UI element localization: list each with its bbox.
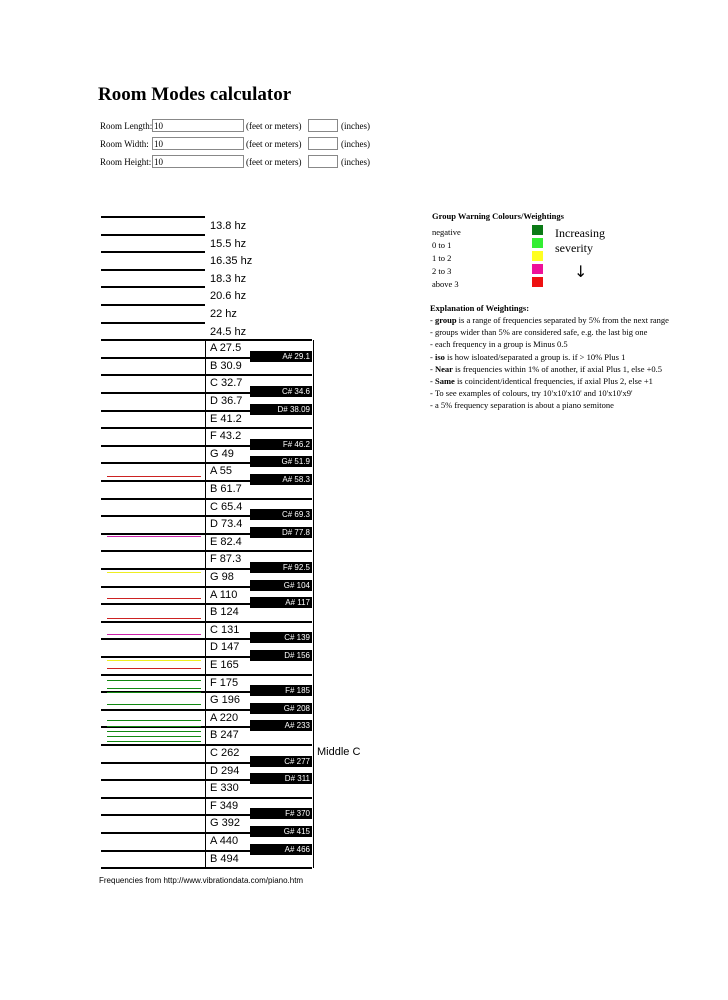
white-key-label: A 110 xyxy=(210,588,238,601)
black-key: D# 77.8 xyxy=(250,527,312,538)
legend-title: Group Warning Colours/Weightings xyxy=(432,211,564,221)
legend-label: 2 to 3 xyxy=(432,266,452,276)
middle-c-label: Middle C xyxy=(317,746,361,758)
legend-label: above 3 xyxy=(432,279,459,289)
room-width-units: (feet or meters) xyxy=(246,139,302,149)
black-key: F# 185 xyxy=(250,685,312,696)
explanation-prefix: - xyxy=(430,315,435,325)
explanation-item xyxy=(430,399,720,411)
explanation-item xyxy=(430,363,720,375)
black-key: G# 51.9 xyxy=(250,456,312,467)
keyboard-line xyxy=(101,621,312,623)
white-key-label: F 43.2 xyxy=(210,430,242,443)
explanation-text: a 5% frequency separation is about a piano semitone xyxy=(434,400,614,411)
low-frequency-label: 16.35 hz xyxy=(210,255,253,268)
black-key: D# 311 xyxy=(250,773,312,784)
black-key: A# 233 xyxy=(250,720,312,731)
white-key-label: B 247 xyxy=(210,729,239,742)
explanation-prefix: - xyxy=(430,363,435,374)
keyboard-line xyxy=(101,286,205,288)
black-key: A# 29.1 xyxy=(250,351,312,362)
legend-label: 1 to 2 xyxy=(432,253,452,263)
white-key-label: B 61.7 xyxy=(210,483,242,495)
black-key: G# 104 xyxy=(250,580,312,591)
white-key-label: E 165 xyxy=(210,659,239,671)
legend-swatch-above-3 xyxy=(532,277,543,287)
keyboard-line xyxy=(101,427,312,429)
room-mode-marker xyxy=(107,572,201,573)
room-mode-marker xyxy=(107,598,201,599)
white-key-label: C 131 xyxy=(210,623,240,636)
white-key-label: B 494 xyxy=(210,852,239,865)
explanation-term: Near xyxy=(434,363,453,374)
white-key-label: D 147 xyxy=(210,641,240,654)
white-key-label: C 262 xyxy=(210,747,240,759)
explanation-text: is frequencies within 1% of another, if axial Plus 1, else +0.5 xyxy=(452,363,663,374)
black-key: C# 139 xyxy=(250,632,312,643)
keyboard-line xyxy=(101,374,312,376)
black-key: A# 117 xyxy=(250,597,312,608)
room-mode-marker xyxy=(107,660,201,661)
black-key: A# 58.3 xyxy=(250,474,312,485)
black-key: A# 466 xyxy=(250,844,312,855)
white-key-label: A 220 xyxy=(210,711,239,724)
room-width-inches-label: (inches) xyxy=(341,139,370,149)
keyboard-line xyxy=(101,867,312,869)
white-key-label: C 32.7 xyxy=(210,377,243,390)
black-key: C# 277 xyxy=(250,756,312,767)
legend-swatch-1-to-2 xyxy=(532,251,543,261)
keyboard-line xyxy=(101,550,312,552)
legend-swatch-0-to-1 xyxy=(532,238,543,248)
explanation-item xyxy=(430,338,720,350)
explanation-term: group xyxy=(434,315,457,325)
keyboard-line xyxy=(101,304,205,306)
white-key-label: B 124 xyxy=(210,606,239,619)
room-height-label: Room Height: xyxy=(100,157,152,167)
explanation-prefix: - xyxy=(430,388,435,399)
down-arrow-icon: ↓ xyxy=(574,262,588,281)
room-mode-marker xyxy=(107,476,201,477)
room-length-inches-label: (inches) xyxy=(341,121,370,131)
room-mode-marker xyxy=(107,536,201,537)
explanation-text: each frequency in a group is Minus 0.5 xyxy=(434,339,568,350)
white-key-label: E 330 xyxy=(210,782,239,795)
keyboard-line xyxy=(101,339,312,341)
explanation-term: Same xyxy=(434,376,455,387)
explanation-text: is a range of frequencies separated by 5% from the next range xyxy=(456,315,669,325)
explanation-prefix: - xyxy=(430,376,435,387)
keyboard-line xyxy=(101,234,205,236)
room-mode-marker xyxy=(107,736,201,737)
weightings-explanation xyxy=(430,303,720,412)
explanation-text: To see examples of colours, try 10'x10'x10' and 10'x10'x9' xyxy=(434,388,633,399)
white-key-label: F 349 xyxy=(210,799,239,812)
keyboard-line xyxy=(101,269,205,271)
explanation-item xyxy=(430,326,720,338)
legend-row-0-to-1 xyxy=(432,240,451,250)
white-key-label: F 175 xyxy=(210,676,239,689)
white-key-label: B 30.9 xyxy=(210,359,242,372)
room-mode-marker xyxy=(107,668,201,669)
room-mode-marker xyxy=(107,688,201,689)
black-key: F# 46.2 xyxy=(250,439,312,450)
white-key-label: E 82.4 xyxy=(210,535,242,548)
black-key: G# 208 xyxy=(250,703,312,714)
keyboard-line xyxy=(101,674,312,676)
white-key-label: D 36.7 xyxy=(210,395,243,407)
increasing-severity-note: Increasing severity xyxy=(555,226,605,255)
explanation-title: Explanation of Weightings: xyxy=(430,303,530,313)
white-key-label: D 73.4 xyxy=(210,518,243,531)
room-mode-marker xyxy=(107,731,201,732)
room-mode-marker xyxy=(107,726,201,727)
white-key-label: E 41.2 xyxy=(210,412,242,425)
room-mode-marker xyxy=(107,680,201,681)
legend-swatch-negative xyxy=(532,225,543,235)
white-key-label: G 196 xyxy=(210,694,240,707)
explanation-item xyxy=(430,375,720,387)
black-key: C# 34.6 xyxy=(250,386,312,397)
legend-swatch-2-to-3 xyxy=(532,264,543,274)
room-mode-marker xyxy=(107,704,201,705)
black-key: C# 69.3 xyxy=(250,509,312,520)
legend-row-negative xyxy=(432,227,461,237)
room-width-label: Room Width: xyxy=(100,139,149,149)
keyboard-line xyxy=(101,322,205,324)
low-frequency-label: 13.8 hz xyxy=(210,220,247,232)
keyboard-line xyxy=(101,498,312,500)
room-height-units: (feet or meters) xyxy=(246,157,302,167)
black-key: G# 415 xyxy=(250,826,312,837)
keyboard-line xyxy=(101,216,205,218)
low-frequency-label: 15.5 hz xyxy=(210,237,247,250)
low-frequency-label: 20.6 hz xyxy=(210,290,247,303)
room-mode-marker xyxy=(107,720,201,721)
legend-label: 0 to 1 xyxy=(432,240,452,250)
white-key-label: A 440 xyxy=(210,835,239,847)
legend-label: negative xyxy=(432,227,461,237)
explanation-prefix: - xyxy=(430,327,435,338)
white-key-label: G 98 xyxy=(210,571,234,583)
white-key-label: F 87.3 xyxy=(210,553,242,566)
white-key-label: G 392 xyxy=(210,817,240,830)
white-key-label: A 55 xyxy=(210,465,233,478)
legend-row-above-3 xyxy=(432,279,459,289)
room-length-units: (feet or meters) xyxy=(246,121,302,131)
explanation-item xyxy=(430,387,720,399)
black-key: F# 370 xyxy=(250,808,312,819)
white-key-label: G 49 xyxy=(210,447,234,460)
black-key: D# 156 xyxy=(250,650,312,661)
low-frequency-label: 24.5 hz xyxy=(210,325,247,338)
keyboard-line xyxy=(101,744,312,746)
room-mode-marker xyxy=(107,692,201,693)
black-key: D# 38.09 xyxy=(250,404,312,415)
room-mode-marker xyxy=(107,618,201,619)
explanation-term: iso xyxy=(434,351,445,362)
white-key-label: A 27.5 xyxy=(210,342,242,355)
room-mode-marker xyxy=(107,741,201,742)
legend-row-1-to-2 xyxy=(432,253,451,263)
explanation-item xyxy=(430,314,720,326)
room-height-inches-label: (inches) xyxy=(341,157,370,167)
frequency-source-note: Frequencies from http://www.vibrationdata.com/piano.htm xyxy=(99,876,304,885)
low-frequency-label: 22 hz xyxy=(210,308,237,320)
explanation-prefix: - xyxy=(430,339,435,350)
explanation-text: is coincident/identical frequencies, if axial Plus 2, else +1 xyxy=(454,376,653,387)
white-key-label: D 294 xyxy=(210,764,240,777)
keyboard-line xyxy=(101,251,205,253)
keyboard-line xyxy=(101,797,312,799)
page-title: Room Modes calculator xyxy=(98,84,292,105)
white-key-label: C 65.4 xyxy=(210,500,243,513)
room-length-label: Room Length: xyxy=(100,121,153,131)
explanation-prefix: - xyxy=(430,400,435,411)
black-key: F# 92.5 xyxy=(250,562,312,573)
room-mode-marker xyxy=(107,634,201,635)
explanation-text: groups wider than 5% are considered safe, e.g. the last big one xyxy=(434,327,648,338)
explanation-prefix: - xyxy=(430,351,435,362)
legend-row-2-to-3 xyxy=(432,266,451,276)
explanation-text: is how isloated/separated a group is. if > 10% Plus 1 xyxy=(444,351,626,362)
low-frequency-label: 18.3 hz xyxy=(210,272,247,285)
explanation-item xyxy=(430,351,720,363)
